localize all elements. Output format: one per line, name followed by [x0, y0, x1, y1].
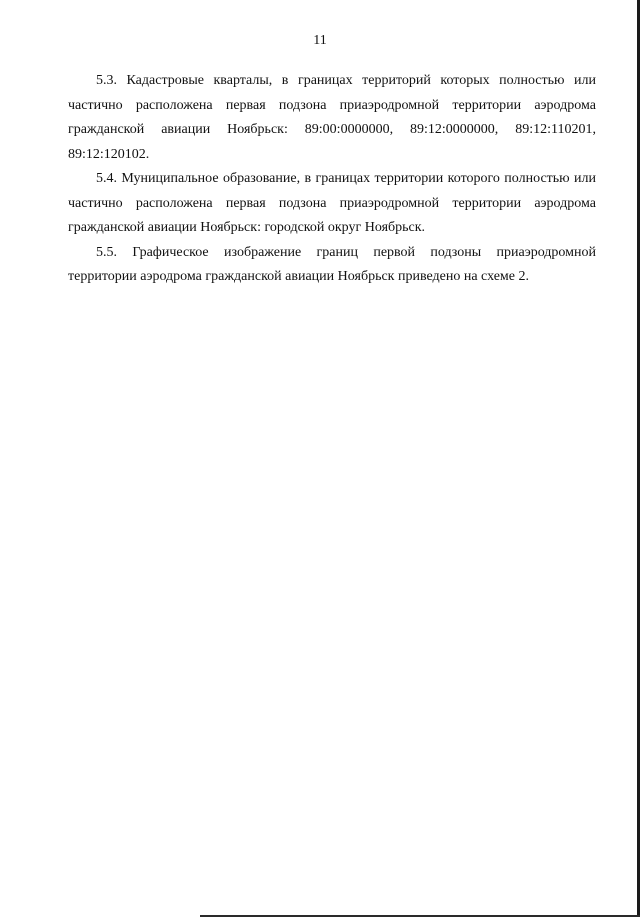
document-body — [68, 69, 596, 290]
paragraph-5-3: 5.3. Кадастровые кварталы, в границах территорий которых полностью или частично расположена первая подзона приаэродромной территории аэродрома гражданской авиации Ноябрьск: 89:00:0000000, 89:12:0000000, 89:12:110201, 89:12:120102. — [68, 73, 596, 162]
paragraph-5-4: 5.4. Муниципальное образование, в границах территории которого полностью или частично расположена первая подзона приаэродромной территории аэродрома гражданской авиации Ноябрьск: городской округ Ноябрьск. — [68, 171, 596, 235]
paragraph-5-5: 5.5. Графическое изображение границ первой подзоны приаэродромной территории аэродрома гражданской авиации Ноябрьск приведено на схеме 2. — [68, 244, 596, 284]
page-number: 11 — [313, 33, 327, 48]
